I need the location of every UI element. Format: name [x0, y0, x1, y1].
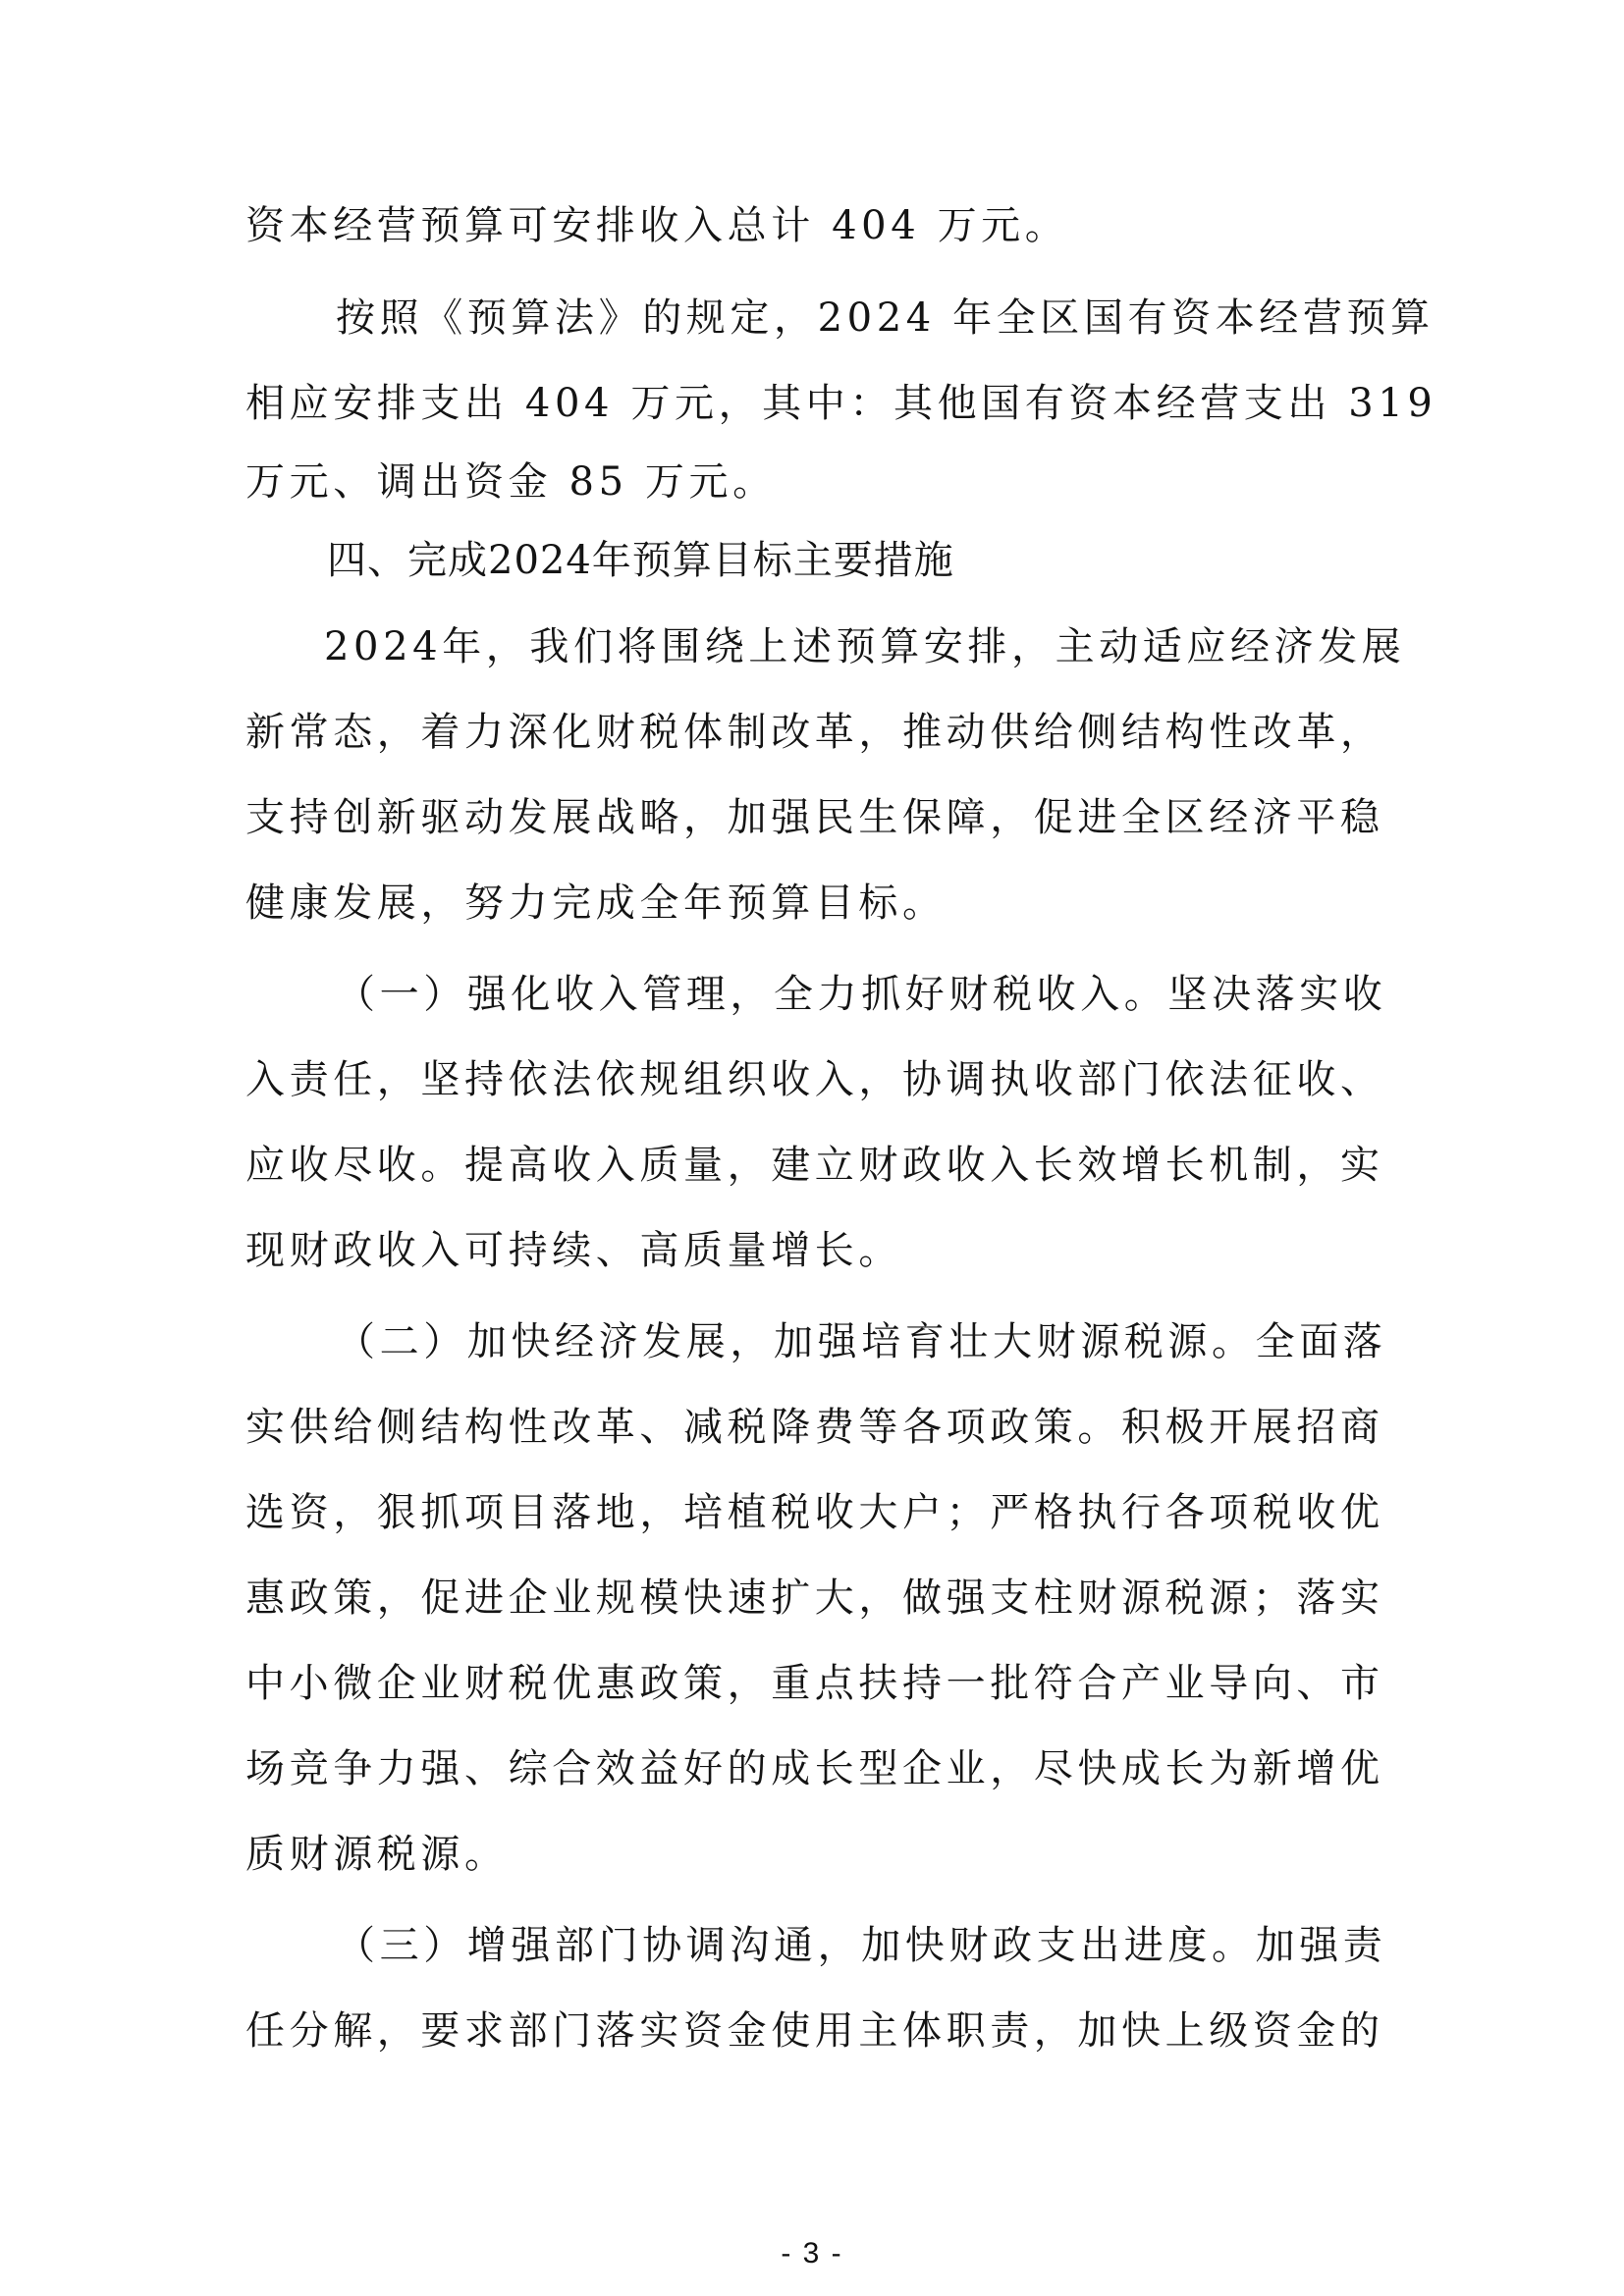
subsection-3-heading: （三）增强部门协调沟通，加快财政支出进度。加强责	[336, 1923, 1387, 1968]
text-line: 2024年，我们将围绕上述预算安排，主动适应经济发展	[324, 624, 1406, 669]
text-line: 支持创新驱动发展战略，加强民生保障，促进全区经济平稳	[245, 795, 1384, 840]
text-line: 惠政策，促进企业规模快速扩大，做强支柱财源税源；落实	[245, 1575, 1384, 1621]
subsection-2-heading: （二）加快经济发展，加强培育壮大财源税源。全面落	[336, 1319, 1387, 1364]
text-line: 中小微企业财税优惠政策，重点扶持一批符合产业导向、市	[245, 1661, 1384, 1706]
text-line: 相应安排支出 404 万元，其中：其他国有资本经营支出 319	[245, 381, 1437, 426]
text-line: 现财政收入可持续、高质量增长。	[245, 1228, 902, 1273]
page-number: - 3 -	[781, 2237, 843, 2269]
subsection-1-heading: （一）强化收入管理，全力抓好财税收入。坚决落实收	[336, 972, 1387, 1017]
text-line: 质财源税源。	[245, 1832, 509, 1877]
text-line: 任分解，要求部门落实资金使用主体职责，加快上级资金的	[245, 2008, 1384, 2054]
text-line: 资本经营预算可安排收入总计 404 万元。	[245, 203, 1069, 248]
text-line: 按照《预算法》的规定，2024 年全区国有资本经营预算	[336, 295, 1435, 341]
text-line: 应收尽收。提高收入质量，建立财政收入长效增长机制，实	[245, 1143, 1384, 1188]
text-line: 万元、调出资金 85 万元。	[245, 459, 777, 505]
text-line: 选资，狠抓项目落地，培植税收大户；严格执行各项税收优	[245, 1490, 1384, 1535]
text-line: 入责任，坚持依法依规组织收入，协调执收部门依法征收、	[245, 1057, 1384, 1102]
section-heading: 四、完成2024年预算目标主要措施	[327, 538, 954, 583]
text-line: 健康发展，努力完成全年预算目标。	[245, 881, 947, 926]
text-line: 新常态，着力深化财税体制改革，推动供给侧结构性改革，	[245, 710, 1384, 755]
text-line: 场竞争力强、综合效益好的成长型企业，尽快成长为新增优	[245, 1746, 1384, 1791]
text-line: 实供给侧结构性改革、减税降费等各项政策。积极开展招商	[245, 1405, 1384, 1450]
